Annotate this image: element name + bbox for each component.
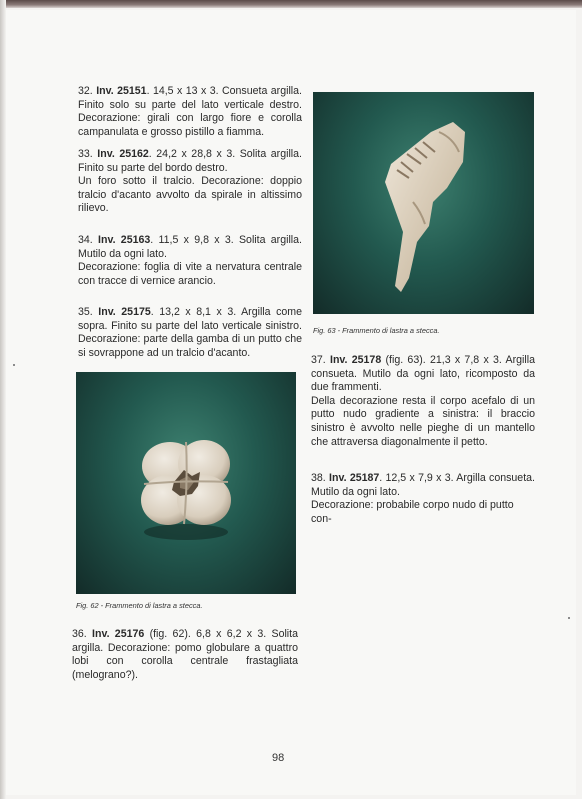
figure-63-caption: Fig. 63 - Frammento di lastra a stecca. — [313, 326, 440, 335]
entry-number: 37. — [311, 354, 326, 366]
entry-38-text — [311, 472, 535, 499]
entry-description: (fig. 62). 6,8 x 6,2 x 3. Solita argilla. Decorazione: pomo globulare a quattro lobi con corolla centrale frastagliata (melograno?). — [72, 628, 298, 681]
entry-description: . 11,5 x 9,8 x 3. Solita argilla. Mutilo da ogni lato. — [78, 234, 303, 260]
entry-description: . 14,5 x 13 x 3. Consueta argilla. Finito solo su parte del lato verticale destro. Decorazione: girali con largo fiore e corolla campanulata e grosso pistillo a fiamma. — [78, 85, 302, 138]
inventory-number: Inv. 25151 — [96, 85, 147, 97]
entry-description: . 13,2 x 8,1 x 3. Argilla come sopra. Finito su parte del lato verticale sinistro. Decorazione: parte della gamba di un putto che si sovrappone ad un tralcio d'acanto. — [78, 306, 302, 359]
page-speck — [13, 364, 15, 366]
figure-63-photo — [313, 92, 534, 314]
inventory-number: Inv. 25162 — [97, 148, 149, 160]
inventory-number: Inv. 25178 — [330, 354, 382, 366]
entry-33 — [78, 148, 302, 216]
entry-description: . 24,2 x 28,8 x 3. Solita argilla. Finito su parte del bordo destro. — [78, 148, 302, 174]
page-top-edge — [0, 0, 582, 8]
entry-34-text — [78, 234, 302, 261]
entry-35-text — [78, 306, 302, 360]
putto-fragment-image — [313, 92, 534, 314]
entry-number: 32. — [78, 85, 93, 97]
entry-number: 38. — [311, 472, 326, 484]
entry-38-extra: Decorazione: probabile corpo nudo di putto con- — [311, 499, 514, 525]
entry-37-text — [311, 354, 535, 395]
entry-35 — [78, 306, 302, 360]
figure-62-photo — [76, 372, 296, 594]
entry-33-extra: Un foro sotto il tralcio. Decorazione: doppio tralcio d'acanto avvolto da spirale in altissimo rilievo. — [78, 175, 302, 215]
entry-37 — [311, 354, 535, 449]
entry-32 — [78, 85, 302, 139]
figure-62-caption: Fig. 62 - Frammento di lastra a stecca. — [76, 601, 203, 610]
inventory-number: Inv. 25163 — [98, 234, 151, 246]
entry-38 — [311, 472, 535, 526]
entry-number: 35. — [78, 306, 93, 318]
entry-number: 34. — [78, 234, 93, 246]
entry-37-extra: Della decorazione resta il corpo acefalo di un putto nudo gradiente a sinistra: il braccio sinistro è avvolto nelle pieghe di un mantello che attraversa diagonalmente il petto. — [311, 394, 535, 448]
entry-34 — [78, 234, 302, 288]
entry-36 — [72, 628, 298, 682]
inventory-number: Inv. 25175 — [98, 306, 151, 318]
inventory-number: Inv. 25187 — [329, 472, 380, 484]
entry-description: (fig. 63). 21,3 x 7,8 x 3. Argilla consueta. Mutilo da ogni lato, ricomposto da due frammenti. — [311, 354, 535, 394]
entry-32-text — [78, 85, 302, 139]
entry-33-text — [78, 148, 302, 175]
entry-34-extra: Decorazione: foglia di vite a nervatura centrale con tracce di vernice arancio. — [78, 261, 302, 287]
pomegranate-fragment-image — [76, 372, 296, 594]
entry-36-text — [72, 628, 298, 682]
entry-description: . 12,5 x 7,9 x 3. Argilla consueta. Mutilo da ogni lato. — [311, 472, 535, 498]
inventory-number: Inv. 25176 — [92, 628, 145, 640]
page-speck — [568, 617, 570, 619]
entry-number: 33. — [78, 148, 93, 160]
entry-number: 36. — [72, 628, 87, 640]
page-number: 98 — [272, 752, 285, 764]
